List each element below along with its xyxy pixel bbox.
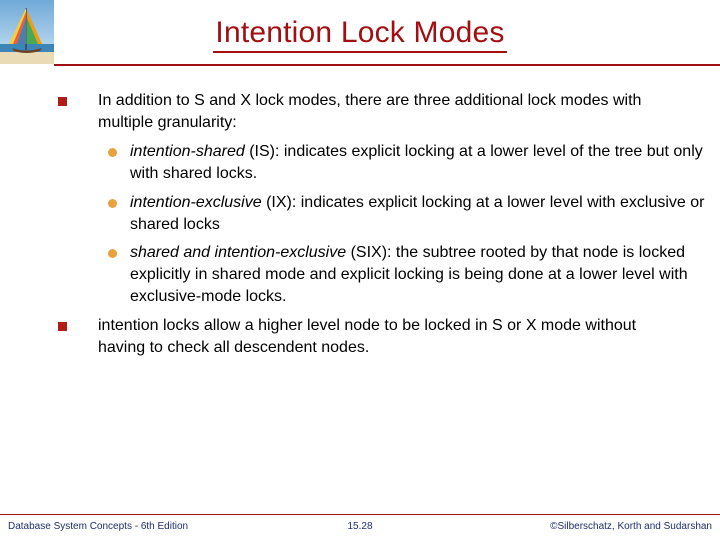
slide-title: Intention Lock Modes — [0, 16, 720, 53]
title-divider — [54, 64, 720, 66]
sub-bullet-text — [130, 192, 705, 236]
bullet-text: intention locks allow a higher level node to be locked in S or X mode without having to check all descendent nodes. — [98, 317, 637, 356]
footer-page-number: 15.28 — [347, 521, 373, 532]
term-description: (IX): indicates explicit locking at a lower level with exclusive or shared locks — [130, 194, 705, 233]
term-intention-shared: intention-shared — [130, 143, 245, 160]
sub-bullet-text — [130, 141, 705, 185]
term-description: (SIX): the subtree rooted by that node is locked explicitly in shared mode and explicit locking is being done at a lower level with exclusive-mode locks. — [130, 244, 688, 305]
round-bullet-icon — [108, 148, 117, 157]
footer-copyright: ©Silberschatz, Korth and Sudarshan — [550, 521, 712, 532]
term-description: (IS): indicates explicit locking at a lower level of the tree but only with shared locks. — [130, 143, 703, 182]
sub-bullet-text — [130, 242, 690, 308]
term-intention-exclusive: intention-exclusive — [130, 194, 262, 211]
square-bullet-icon — [58, 97, 67, 106]
term-shared-intention-exclusive: shared and intention-exclusive — [130, 244, 347, 261]
square-bullet-icon — [58, 322, 67, 331]
bullet-text: In addition to S and X lock modes, there are three additional lock modes with multiple granularity: — [98, 92, 642, 131]
round-bullet-icon — [108, 199, 117, 208]
footer-divider — [0, 514, 720, 515]
round-bullet-icon — [108, 249, 117, 258]
footer-book-title: Database System Concepts - 6th Edition — [8, 521, 189, 532]
